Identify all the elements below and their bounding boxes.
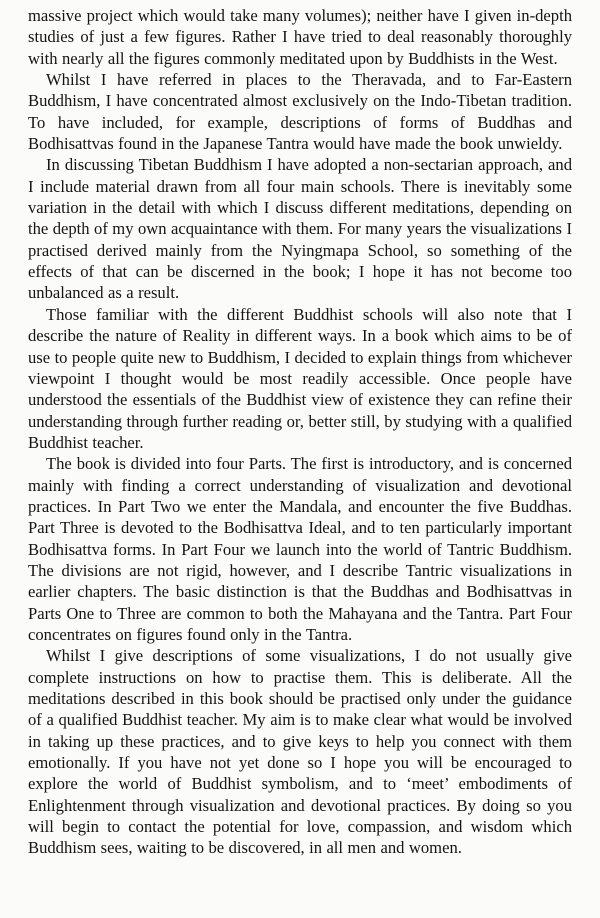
paragraph: The book is divided into four Parts. The first is introductory, and is concerned mainly with finding a correct understanding of visualization and devotional practices. In Part Two we enter the Mandala, and encounter the five Buddhas. Part Three is devoted to the Bodhisattva Ideal, and to ten particularly important Bodhisattva forms. In Part Four we launch into the world of Tantric Buddhism. The divisions are not rigid, however, and I describe Tantric visualizations in earlier chapters. The basic distinction is that the Buddhas and Bodhisattvas in Parts One to Three are common to both the Mahayana and the Tantra. Part Four concentrates on figures found only in the Tantra. xyxy=(28,454,572,644)
paragraph: Those familiar with the different Buddhist schools will also note that I describe the nature of Reality in different ways. In a book which aims to be of use to people quite new to Buddhism, I decided to explain things from whichever viewpoint I thought would be most readily accessible. Once people have understood the essentials of the Buddhist view of existence they can refine their understanding through further reading or, better still, by studying with a qualified Buddhist teacher. xyxy=(28,304,572,452)
paragraph: In discussing Tibetan Buddhism I have adopted a non-sectarian approach, and I include material drawn from all four main schools. There is inevitably some variation in the detail with which I discuss different meditations, depending on the depth of my own acquaintance with them. For many years the visualizations I practised derived mainly from the Nyingmapa School, so something of the effects of that can be discerned in the book; I hope it has not become too unbalanced as a result. xyxy=(28,155,572,303)
paragraph: Whilst I have referred in places to the Theravada, and to Far-Eastern Buddhism, I have concentrated almost exclusively on the Indo-Tibetan tradition. To have included, for example, descriptions of forms of Buddhas and Bodhisattvas found in the Japanese Tantra would have made the book unwieldy. xyxy=(28,70,572,154)
paragraph: Whilst I give descriptions of some visualizations, I do not usually give complete instructions on how to practise them. This is deliberate. All the meditations described in this book should be practised only under the guidance of a qualified Buddhist teacher. My aim is to make clear what would be involved in taking up these practices, and to give keys to help you connect with them emotionally. If you have not yet done so I hope you will be encouraged to explore the world of Buddhist symbolism, and to ‘meet’ embodiments of Enlightenment through visualization and devotional practices. By doing so you will begin to contact the potential for love, compassion, and wisdom which Buddhism sees, waiting to be discovered, in all men and women. xyxy=(28,646,572,858)
paragraph: massive project which would take many volumes); neither have I given in-depth studies of just a few figures. Rather I have tried to deal reasonably thoroughly with nearly all the figures commonly meditated upon by Buddhists in the West. xyxy=(28,6,572,68)
